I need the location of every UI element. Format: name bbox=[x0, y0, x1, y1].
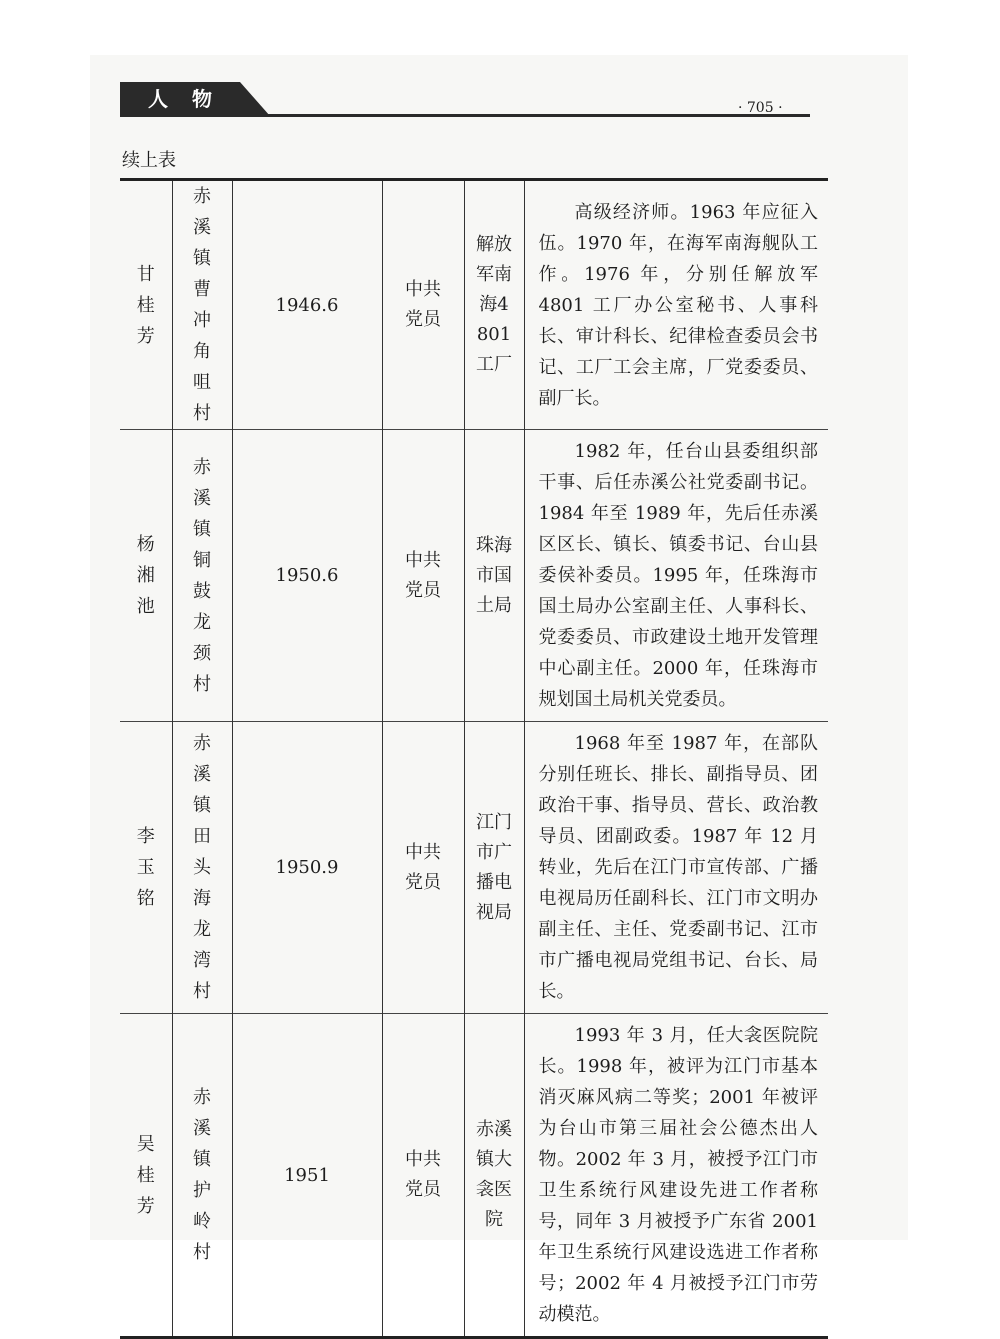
header-rule bbox=[120, 114, 810, 117]
table-row bbox=[120, 180, 828, 430]
birthplace: 赤溪镇铜鼓龙颈村 bbox=[172, 430, 232, 722]
biography-table bbox=[120, 178, 828, 1339]
work-unit: 解放军南海4801工厂 bbox=[464, 180, 524, 430]
work-unit: 珠海市国土局 bbox=[464, 430, 524, 722]
biography-text: 1993 年 3 月，任大衾医院院长。1998 年，被评为江门市基本消灭麻风病二等奖；2001 年被评为台山市第三届社会公德杰出人物。2002 年 3 月，被授予江门市卫生系统行风建设先进工作者称号，同年 3 月被授予广东省 2001 年卫生系统行风建设选进工作者称号；2002 年 4 月被授予江门市劳动模范。 bbox=[524, 1014, 828, 1338]
biography-text: 高级经济师。1963 年应征入伍。1970 年，在海军南海舰队工作。1976 年，分别任解放军 4801 工厂办公室秘书、人事科长、审计科长、纪律检查委员会书记、工厂工会主席，厂党委委员、副厂长。 bbox=[524, 180, 828, 430]
party-affiliation: 中共 党员 bbox=[382, 1014, 464, 1338]
birth-date: 1951 bbox=[232, 1014, 382, 1338]
birthplace: 赤溪镇田头海龙湾村 bbox=[172, 722, 232, 1014]
party-affiliation: 中共 党员 bbox=[382, 722, 464, 1014]
person-name: 甘桂芳 bbox=[120, 180, 172, 430]
work-unit: 江门市广播电视局 bbox=[464, 722, 524, 1014]
biography-text: 1982 年，任台山县委组织部干事、后任赤溪公社党委副书记。1984 年至 1989 年，先后任赤溪区区长、镇长、镇委书记、台山县委侯补委员。1995 年，任珠海市国土局办公室副主任、人事科长、党委委员、市政建设土地开发管理中心副主任。2000 年，任珠海市规划国土局机关党委员。 bbox=[524, 430, 828, 722]
party-affiliation: 中共 党员 bbox=[382, 180, 464, 430]
person-name: 李玉铭 bbox=[120, 722, 172, 1014]
biography-text: 1968 年至 1987 年，在部队分别任班长、排长、副指导员、团政治干事、指导员、营长、政治教导员、团副政委。1987 年 12 月转业，先后在江门市宣传部、广播电视局历任副科长、江门市文明办副主任、主任、党委副书记、江市市广播电视局党组书记、台长、局长。 bbox=[524, 722, 828, 1014]
birth-date: 1946.6 bbox=[232, 180, 382, 430]
section-title: 人物 bbox=[148, 87, 236, 111]
page-number: · 705 · bbox=[738, 100, 783, 116]
work-unit: 赤溪镇大衾医院 bbox=[464, 1014, 524, 1338]
table-row bbox=[120, 722, 828, 1014]
birthplace: 赤溪镇护岭村 bbox=[172, 1014, 232, 1338]
birth-date: 1950.6 bbox=[232, 430, 382, 722]
continuation-label: 续上表 bbox=[122, 150, 176, 171]
table-row bbox=[120, 1014, 828, 1338]
party-affiliation: 中共 党员 bbox=[382, 430, 464, 722]
person-name: 杨湘池 bbox=[120, 430, 172, 722]
table-row bbox=[120, 430, 828, 722]
person-name: 吴桂芳 bbox=[120, 1014, 172, 1338]
birthplace: 赤溪镇曹冲角咀村 bbox=[172, 180, 232, 430]
birth-date: 1950.9 bbox=[232, 722, 382, 1014]
